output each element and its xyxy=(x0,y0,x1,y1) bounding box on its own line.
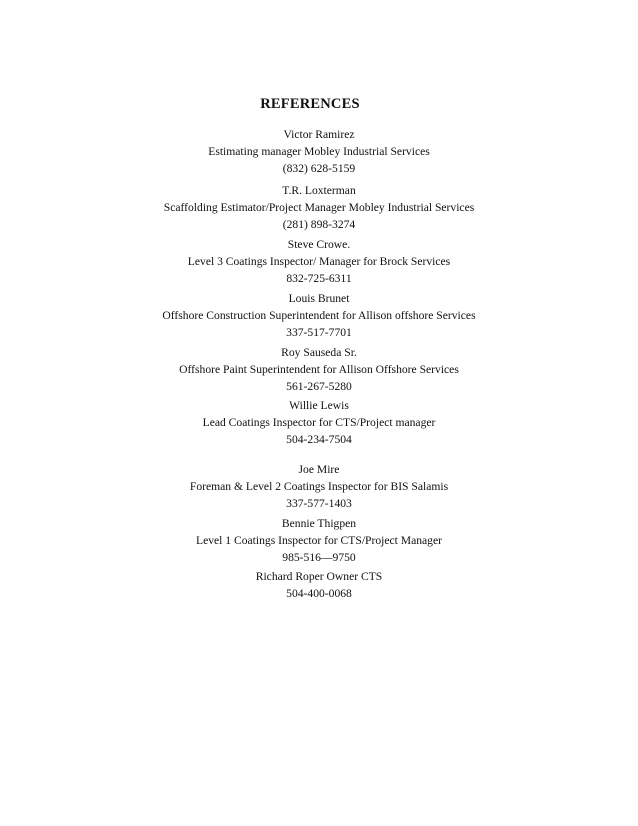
reference-name: Roy Sauseda Sr. xyxy=(281,346,357,359)
reference-name: Richard Roper Owner CTS xyxy=(255,570,383,583)
reference-name: Victor Ramirez xyxy=(283,128,355,141)
reference-entry xyxy=(138,290,500,341)
reference-name: Joe Mire xyxy=(298,463,340,476)
reference-entry xyxy=(138,568,500,602)
reference-phone: 985-516—9750 xyxy=(282,551,356,564)
reference-entry xyxy=(138,182,500,233)
reference-entry xyxy=(138,397,500,448)
reference-phone: 561-267-5280 xyxy=(286,380,352,393)
reference-phone: (281) 898-3274 xyxy=(282,218,356,231)
reference-entry xyxy=(138,126,500,177)
reference-phone: 832-725-6311 xyxy=(286,272,352,285)
reference-phone: 504-400-0068 xyxy=(286,587,352,600)
reference-role: Level 3 Coatings Inspector/ Manager for Brock Services xyxy=(187,255,451,268)
reference-name: T.R. Loxterman xyxy=(282,184,356,197)
reference-phone: 337-517-7701 xyxy=(286,326,352,339)
reference-phone: (832) 628-5159 xyxy=(282,162,356,175)
reference-phone: 504-234-7504 xyxy=(286,433,352,446)
reference-name: Willie Lewis xyxy=(289,399,349,412)
reference-entry xyxy=(138,344,500,395)
reference-phone: 337-577-1403 xyxy=(286,497,352,510)
reference-role: Offshore Paint Superintendent for Allison Offshore Services xyxy=(179,363,459,376)
reference-entry xyxy=(138,515,500,566)
reference-name: Steve Crowe. xyxy=(287,238,351,251)
reference-name: Bennie Thigpen xyxy=(281,517,357,530)
reference-entry xyxy=(138,461,500,512)
reference-role: Estimating manager Mobley Industrial Services xyxy=(208,145,430,158)
reference-role: Level 1 Coatings Inspector for CTS/Project Manager xyxy=(196,534,442,547)
page-title: REFERENCES xyxy=(260,96,360,112)
reference-name: Louis Brunet xyxy=(288,292,350,305)
reference-role: Scaffolding Estimator/Project Manager Mobley Industrial Services xyxy=(163,201,475,214)
reference-role: Lead Coatings Inspector for CTS/Project manager xyxy=(202,416,436,429)
reference-role: Foreman & Level 2 Coatings Inspector for BIS Salamis xyxy=(189,480,449,493)
reference-entry xyxy=(138,236,500,287)
reference-role: Offshore Construction Superintendent for Allison offshore Services xyxy=(162,309,476,322)
